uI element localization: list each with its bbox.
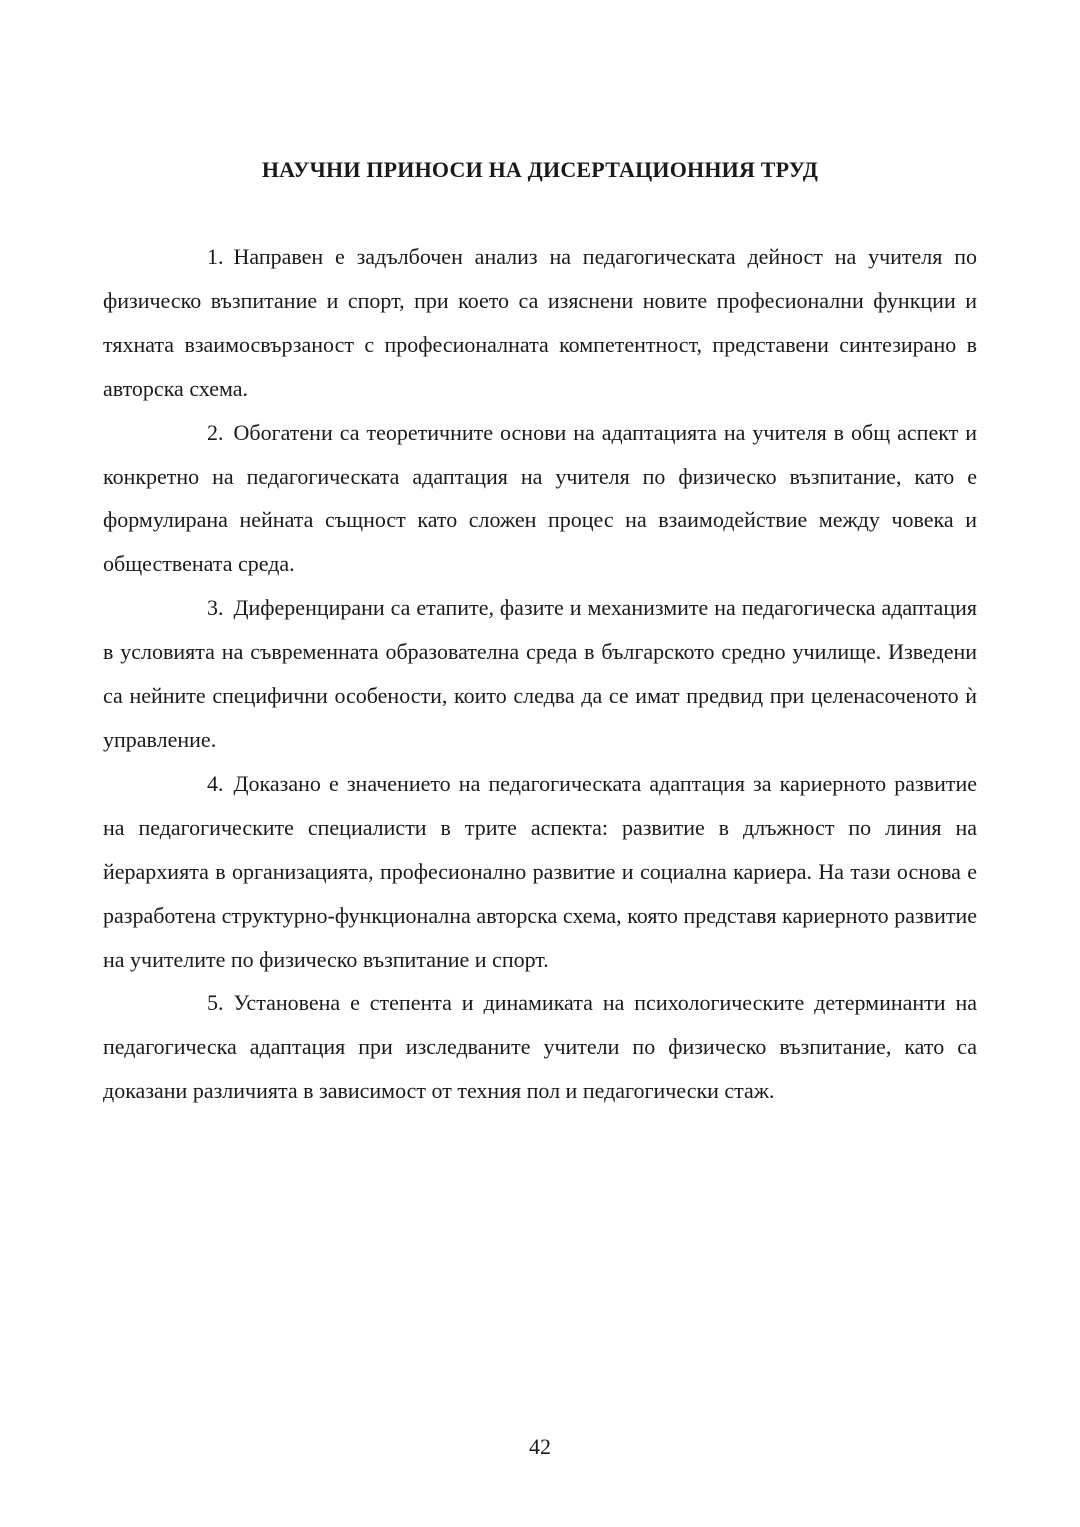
contribution-item-2 [103,411,977,587]
contribution-item-3 [103,586,977,762]
item-text: Доказано е значението на педагогическата адаптация за кариерното развитие на педагогическите специалисти в трите аспекта: развитие в длъжност по линия на йерархията в организацията, професионално развитие и социална кариера. На тази основа е разработена структурно-функционална авторска схема, която представя кариерното развитие на учителите по физическо възпитание и спорт. [103,770,977,972]
page-title: НАУЧНИ ПРИНОСИ НА ДИСЕРТАЦИОННИЯ ТРУД [261,157,819,182]
item-text: Направен е задълбочен анализ на педагогическата дейност на учителя по физическо възпитание и спорт, при което са изяснени новите професионални функции и тяхната взаимосвързаност с професионалната компетентност, представени синтезирано в авторска схема. [103,244,977,401]
item-number: 2. [207,419,224,445]
item-text: Установена е степента и динамиката на психологическите детерминанти на педагогическа адаптация при изследваните учители по физическо възпитание, като са доказани различията в зависимост от техния пол и педагогически стаж. [103,990,977,1104]
contribution-item-5 [103,981,977,1113]
item-number: 4. [207,770,224,796]
item-number: 1. [207,244,224,269]
page-number: 42 [529,1434,551,1459]
item-text: Обогатени са теоретичните основи на адаптацията на учителя в общ аспект и конкретно на педагогическата адаптация на учителя по физическо възпитание, като е формулирана нейната същност като сложен процес на взаимодействие между човека и обществената среда. [103,419,977,577]
contributions-list [103,235,977,1113]
item-text: Диференцирани са етапите, фазите и механизмите на педагогическа адаптация в условията на съвременната образователна среда в българското средно училище. Изведени са нейните специфични особености, които следва да се имат предвид при целенасоченото ѝ управление. [103,595,977,752]
item-number: 5. [207,990,224,1016]
contribution-item-1 [103,235,977,411]
item-number: 3. [207,595,224,621]
contribution-item-4 [103,762,977,982]
